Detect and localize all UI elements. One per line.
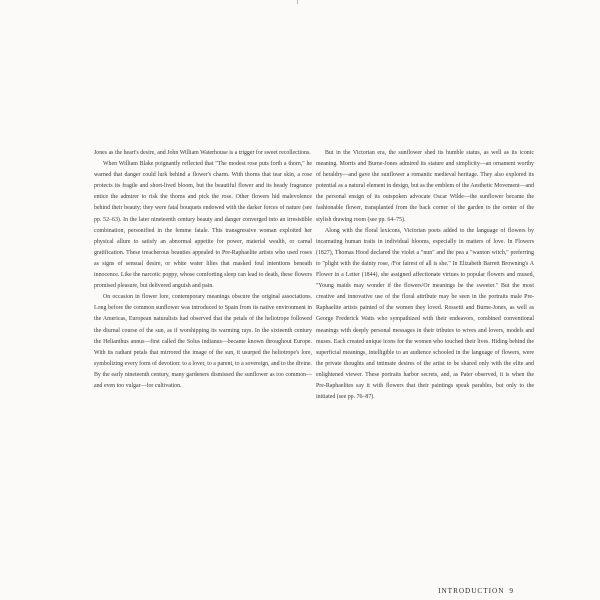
paragraph: On occasion in flower lore, contemporary meanings obscure the original associations. Long before the common sunflower was introduced to Spain from its native environment in the Americas, European naturalists had observed that the petals of the heliotrope followed the diurnal course of the sun, as if worshipping its warming rays. In the sixteenth century the Helianthus annus—first called the Solus indianus—became known throughout Europe. With its radiant petals that mirrored the image of the sun, it usurped the heliotrope's lore, symbolizing every form of devotion: to a lover, to a parent, to a sovereign, and to the divine. By the early nineteenth century, many gardeners dismissed the sunflower as too common—and even too vulgar—for cultivation. [94, 294, 312, 389]
left-text-column [94, 148, 312, 392]
paragraph: But in the Victorian era, the sunflower shed its humble status, as well as its iconic meaning. Morris and Burne-Jones admired its stature and simplicity—an ornament worthy of heraldry—and gave the sunflower a romantic medieval heritage. They also explored its potential as a natural element in design, but as the emblem of the Aesthetic Movement—and the personal ensign of its outspoken advocate Oscar Wilde—the sunflower became the fashionable flower, transplanted from the back corner of the garden to the center of the stylish drawing room (see pp. 64–75). [316, 150, 534, 223]
paragraph: When William Blake poignantly reflected that "The modest rose puts forth a thorn," he warned that danger could lurk behind a flower's charm. With thorns that tear skin, a rose protects its fragile and short-lived bloom, but the beautiful flower and its heady fragrance entice the admirer to risk the thorns and pick the rose. Other flowers hid malevolence behind their beauty; they were fatal bouquets endowed with the darker forces of nature (see pp. 52–63). In the later nineteenth century beauty and danger converged into an irresistible combination, personified in the femme fatale. This transgressive woman exploited her physical allure to satisfy an abnormal appetite for power, material wealth, or carnal gratification. These treacherous beauties appealed to Pre-Raphaelite artists who used roses as signs of sensual desire, or white water lilies that masked foul intentions beneath innocence. Like the narcotic poppy, whose comforting sleep can lead to death, these flowers promised pleasure, but delivered anguish and pain. [94, 161, 312, 290]
running-footer [380, 587, 513, 595]
paragraph: Jones as the heart's desire, and John William Waterhouse is a trigger for sweet recollections. [94, 150, 311, 156]
paragraph: Along with the floral lexicons, Victorian poets added to the language of flowers by incarnating human traits in individual blooms, especially in matters of love. In Flowers (1827), Thomas Hood declared the violet a "nun" and the pea a "wanton witch," preferring to "plight with the dainty rose, /For fairest of all is she." In Elizabeth Barrett Browning's A Flower in a Letter (1844), she assigned affectionate virtues to popular flowers and mused, "Young maids may wonder if the flowers/Or meanings be the sweeter." But the most creative and innovative use of the floral attribute may be seen in the portraits male Pre-Raphaelite artists painted of the women they loved. Rossetti and Burne-Jones, as well as George Frederick Watts who sympathized with their endeavors, combined conventional meanings with deeply personal messages in their tributes to wives and lovers, models and muses. Each created unique icons for the women who touched their lives. Hiding behind the superficial meanings, intelligible to an audience schooled in the language of flowers, were the private thoughts and intimate desires of the artist to be shared only with the elite and enlightened viewer. These portraits harbor secrets, and, as Pater observed, it is when the Pre-Raphaelites say it with flowers that their paintings speak parables, but only to the initiated (see pp. 76–87). [316, 227, 534, 401]
page-number: 9 [509, 587, 513, 595]
right-text-column [316, 148, 534, 403]
section-title: INTRODUCTION [438, 587, 505, 595]
top-crop-mark [297, 0, 298, 4]
